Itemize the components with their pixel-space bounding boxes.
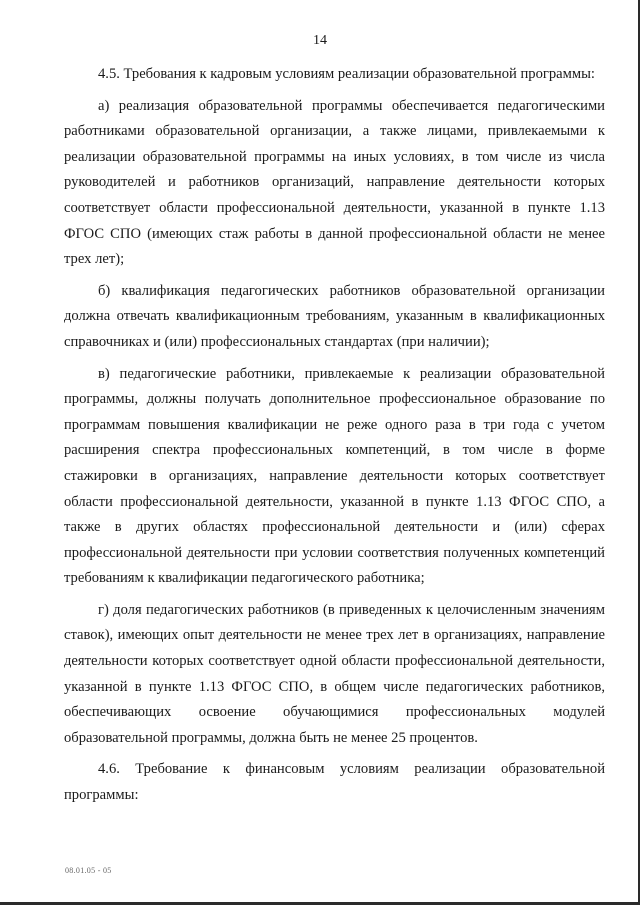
paragraph-v: в) педагогические работники, привлекаемые к реализации образовательной программы, должны получать дополнительное профессиональное образование по программам повышения квалификации не реже одного раза в три года с учетом расширения спектра профессиональных компетенций, в том числе в форме стажировки в организациях, направление деятельности которых соответствует области профессиональной деятельности, указанной в пункте 1.13 ФГОС СПО, а также в других областях профессиональной деятельности и (или) сферах профессиональной деятельности при условии соответствия полученных компетенций требованиям к квалификации педагогического работника; (64, 365, 605, 587)
section-4-5-heading: 4.5. Требования к кадровым условиям реализации образовательной программы: (98, 66, 595, 82)
paragraph-a: а) реализация образовательной программы обеспечивается педагогическими работниками образовательной организации, а также лицами, привлекаемыми к реализации образовательной программы на иных условиях, в том числе из числа руководителей и работников организаций, направление деятельности которых соответствует области профессиональной деятельности, указанной в пункте 1.13 ФГОС СПО (имеющих стаж работы в данной профессиональной области не менее трех лет); (64, 97, 605, 268)
paragraph-g: г) доля педагогических работников (в приведенных к целочисленным значениям ставок), имеющих опыт деятельности не менее трех лет в организациях, направление деятельности которых соответствует одной области профессиональной деятельности, указанной в пункте 1.13 ФГОС СПО, в общем числе педагогических работников, обеспечивающих освоение обучающимися профессиональных модулей образовательной программы, должна быть не менее 25 процентов. (64, 601, 605, 746)
paragraph-b: б) квалификация педагогических работников образовательной организации должна отвечать квалификационным требованиям, указанным в квалификационных справочниках и (или) профессиональных стандартах (при наличии); (64, 282, 605, 350)
document-body (64, 62, 605, 815)
section-4-6-heading: 4.6. Требование к финансовым условиям реализации образовательной программы: (64, 761, 605, 804)
page-number: 14 (313, 33, 327, 48)
document-code: 08.01.05 - 05 (65, 866, 112, 875)
